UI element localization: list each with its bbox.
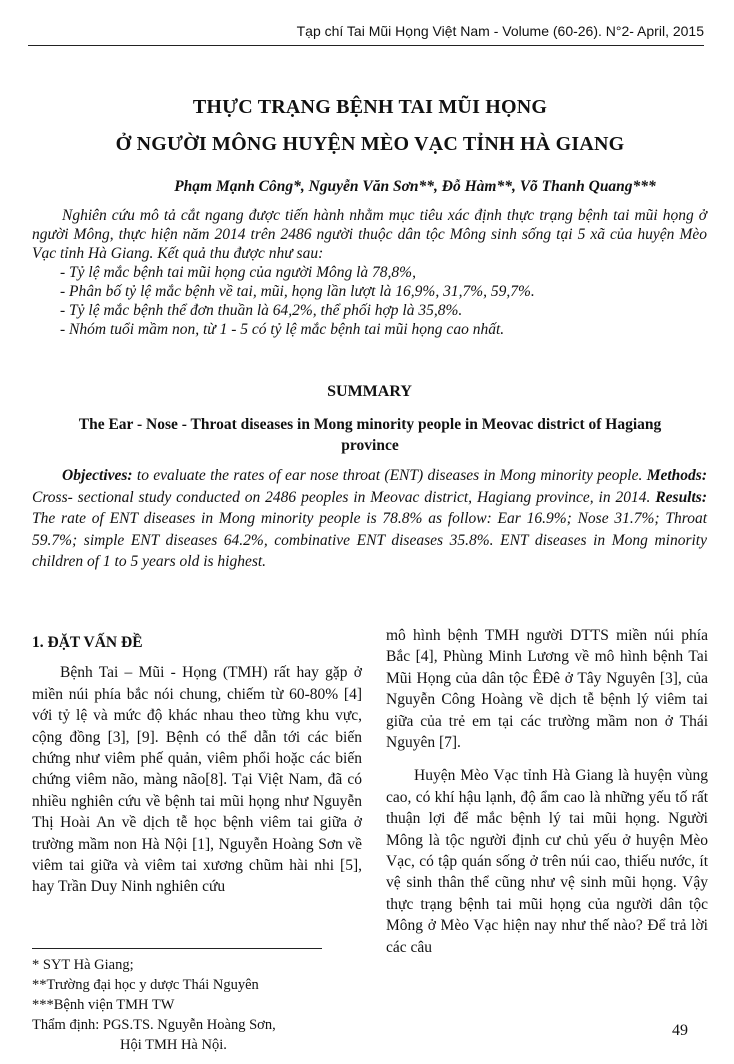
running-head: Tạp chí Tai Mũi Họng Việt Nam - Volume (60-26). N°2- April, 2015 bbox=[28, 22, 704, 46]
objectives-text: to evaluate the rates of ear nose throat (ENT) diseases in Mong minority people. bbox=[132, 467, 647, 484]
footnote-divider bbox=[32, 948, 322, 949]
page-number: 49 bbox=[672, 1022, 688, 1039]
article-title-line-1: THỰC TRẠNG BỆNH TAI MŨI HỌNG bbox=[192, 96, 548, 118]
footnotes bbox=[32, 948, 362, 1055]
results-text: The rate of ENT diseases in Mong minority people is 78.8% as follow: Ear 16.9%; Nose 31.7%; Throat 59.7%; simple ENT diseases 64.2%, combinative ENT diseases 35.8%. ENT diseases in Mong minority children of 1 to 5 years old is highest. bbox=[32, 510, 707, 570]
intro-paragraph: Bệnh Tai – Mũi - Họng (TMH) rất hay gặp ở miền núi phía bắc nói chung, chiếm từ 60-80% [4] với tỷ lệ và mức độ khác nhau theo từng khu vực, cộng đồng [3], [9]. Bệnh có thể dẫn tới các biến chứng như viêm phế quản, viêm phổi hoặc các biến chứng viêm não, màng não[8]. Tại Việt Nam, đã có nhiều nghiên cứu về bệnh tai mũi họng như Nguyễn Thị Hoài An về dịch tễ học bệnh viêm tai giữa ở trường mầm non Hà Nội [1], Nguyễn Hoàng Sơn về viêm tai giữa và viêm tai xương chũm hài nhi [5], hay Trần Duy Ninh nghiên cứu bbox=[32, 664, 362, 896]
reviewer-affiliation: Hội TMH Hà Nội. bbox=[120, 1037, 227, 1053]
author-list: Phạm Mạnh Công*, Nguyễn Văn Sơn**, Đỗ Hàm**, Võ Thanh Quang*** bbox=[174, 178, 656, 195]
footnote: ***Bệnh viện TMH TW bbox=[32, 997, 175, 1013]
footnote: * SYT Hà Giang; bbox=[32, 957, 134, 973]
section-heading: 1. ĐẶT VẤN ĐỀ bbox=[32, 634, 143, 651]
vietnamese-abstract bbox=[32, 206, 707, 339]
summary-body bbox=[32, 465, 707, 573]
abstract-intro: Nghiên cứu mô tả cắt ngang được tiến hành nhằm mục tiêu xác định thực trạng bệnh tai mũi họng ở người Mông, thực hiện năm 2014 trên 2486 người thuộc dân tộc Mông sinh sống tại 5 xã của huyện Mèo Vạc tỉnh Hà Giang. Kết quả thu được như sau: bbox=[32, 207, 707, 262]
reviewer-note: Thẩm định: PGS.TS. Nguyễn Hoàng Sơn, bbox=[32, 1017, 276, 1033]
objectives-label: Objectives: bbox=[62, 467, 133, 484]
context-paragraph: Huyện Mèo Vạc tỉnh Hà Giang là huyện vùng cao, có khí hậu lạnh, độ ẩm cao là những yếu tố rất thuận lợi để mắc bệnh lý tai mũi họng. Người Mông là tộc người định cư chủ yếu ở huyện Mèo Vạc, có tập quán sống ở trên núi cao, thiếu nước, ít vệ sinh thân thể cũng như vệ sinh mũi họng. Vậy thực trạng bệnh tai mũi họng của người dân tộc Mông ở Mèo Vạc hiện nay như thế nào? Để trả lời các câu bbox=[386, 767, 708, 956]
abstract-finding: - Tỷ lệ mắc bệnh thể đơn thuần là 64,2%, thể phối hợp là 35,8%. bbox=[60, 302, 463, 319]
left-column bbox=[32, 632, 362, 898]
abstract-finding: - Tỷ lệ mắc bệnh tai mũi họng của người Mông là 78,8%, bbox=[60, 264, 416, 281]
article-title-line-2: Ở NGƯỜI MÔNG HUYỆN MÈO VẠC TỈNH HÀ GIANG bbox=[115, 133, 625, 155]
summary-title: The Ear - Nose - Throat diseases in Mong minority people in Meovac district of Hagiang province bbox=[78, 416, 662, 454]
abstract-finding: - Nhóm tuổi mầm non, từ 1 - 5 có tỷ lệ mắc bệnh tai mũi họng cao nhất. bbox=[60, 321, 505, 338]
results-label: Results: bbox=[655, 488, 707, 506]
methods-text: Cross- sectional study conducted on 2486 peoples in Meovac district, Hagiang province, in 2014. bbox=[32, 488, 656, 506]
intro-paragraph-continued: mô hình bệnh TMH người DTTS miền núi phía Bắc [4], Phùng Minh Lương về mô hình bệnh Tai Mũi Họng của dân tộc ÊĐê ở Tây Nguyên [3], của Nguyễn Công Hoàng về dịch tễ bệnh lý viêm tai giữa của trẻ em tại các trường mầm non ở Thái Nguyên [7]. bbox=[386, 627, 708, 752]
footnote: **Trường đại học y dược Thái Nguyên bbox=[32, 977, 259, 993]
summary-heading: SUMMARY bbox=[327, 383, 412, 400]
methods-label: Methods: bbox=[646, 467, 707, 484]
abstract-finding: - Phân bố tỷ lệ mắc bệnh về tai, mũi, họng lần lượt là 16,9%, 31,7%, 59,7%. bbox=[60, 283, 535, 300]
right-column bbox=[386, 625, 708, 958]
abstract-findings-list bbox=[32, 263, 707, 339]
